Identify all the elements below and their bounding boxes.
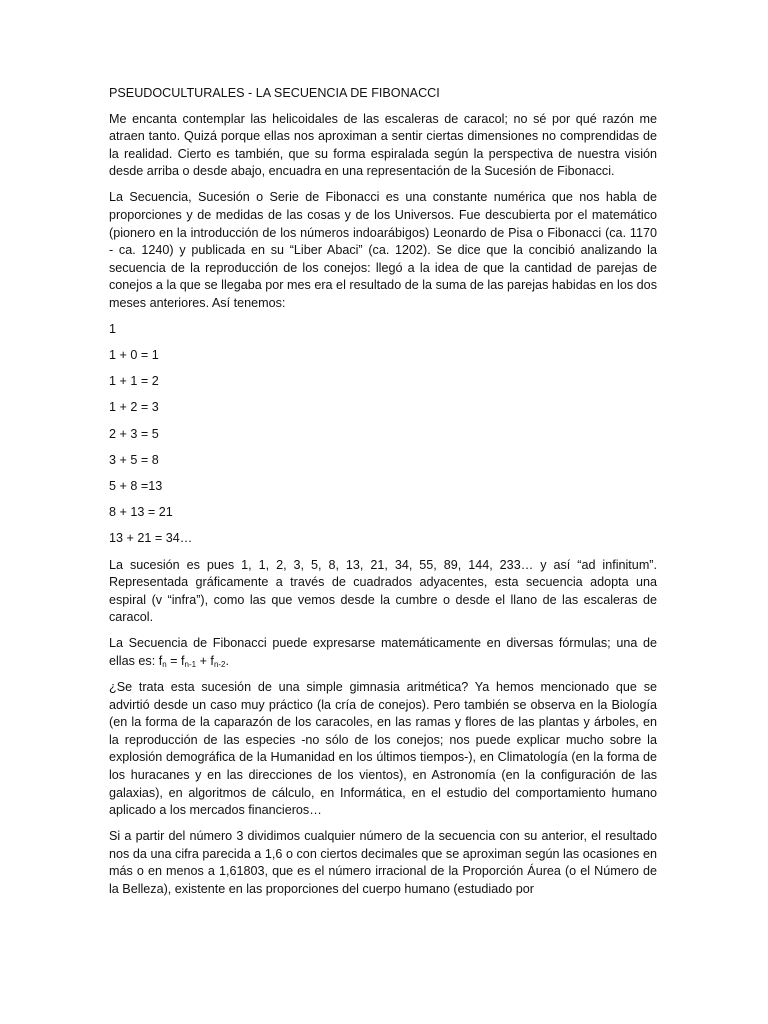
paragraph-golden-ratio: Si a partir del número 3 dividimos cualquier número de la secuencia con su anterior, el resultado nos da una cifra parecida a 1,6 o con ciertos decimales que se aproximan según las ocasiones en más o en menos a 1,61803, que es el número irracional de la Proporción Áurea (o el Número de la Belleza), existente en las proporciones del cuerpo humano (estudiado por: [109, 829, 657, 896]
paragraph-sequence-summary: La sucesión es pues 1, 1, 2, 3, 5, 8, 13, 21, 34, 55, 89, 144, 233… y así “ad infinitum”. Representada gráficamente a través de cuadrados adyacentes, esta secuencia adopta una espiral (v “infra”), como las que vemos desde la cumbre o desde el llano de las escaleras de caracol.: [109, 557, 657, 625]
formula-period: .: [225, 653, 229, 668]
sequence-line: 13 + 21 = 34…: [109, 531, 193, 546]
sequence-line: 1 + 1 = 2: [109, 374, 159, 389]
fibonacci-formula: [159, 654, 229, 668]
sequence-line: 3 + 5 = 8: [109, 452, 159, 467]
sequence-line: 2 + 3 = 5: [109, 426, 159, 441]
formula-sub-n-2: n-2: [213, 659, 226, 669]
document-title: PSEUDOCULTURALES - LA SECUENCIA DE FIBONACCI: [109, 86, 440, 100]
sequence-line: 1: [109, 321, 117, 336]
sequence-line: 1 + 0 = 1: [109, 348, 159, 363]
paragraph-formula: [109, 635, 657, 670]
sequence-line: 8 + 13 = 21: [109, 505, 173, 520]
paragraph-fibonacci-origin: La Secuencia, Sucesión o Serie de Fibonacci es una constante numérica que nos habla de proporciones y de medidas de las cosas y de los Universos. Fue descubierta por el matemático (pionero en la introducción de los números indoarábigos) Leonardo de Pisa o Fibonacci (ca. 1170 - ca. 1240) y publicada en su “Liber Abaci” (ca. 1202). Se dice que la concibió analizando la secuencia de la reproducción de los conejos: llegó a la idea de que la cantidad de parejas de conejos a la que se llegaba por mes era el resultado de la suma de las parejas habidas en los dos meses anteriores. Así tenemos:: [109, 190, 657, 310]
formula-f: f: [158, 653, 163, 668]
sequence-line: 5 + 8 =13: [109, 479, 163, 494]
sequence-line: 1 + 2 = 3: [109, 400, 159, 415]
formula-equals: = f: [166, 653, 185, 668]
formula-sub-n-1: n-1: [184, 659, 197, 669]
formula-intro-text: La Secuencia de Fibonacci puede expresarse matemáticamente en diversas fórmulas; una de ellas es:: [109, 636, 657, 668]
fibonacci-sequence-list: [109, 321, 657, 548]
formula-plus: + f: [196, 653, 214, 668]
paragraph-intro: Me encanta contemplar las helicoidales de las escaleras de caracol; no sé por qué razón me atraen tanto. Quizá porque ellas nos aproximan a sentir ciertas dimensiones no comprendidas de la realidad. Cierto es también, que su forma espiralada según la perspectiva de nuestra visión desde arriba o desde abajo, encuadra en una representación de la Sucesión de Fibonacci.: [109, 111, 657, 179]
document-page: [109, 85, 657, 907]
formula-sub-n: n: [162, 659, 167, 669]
paragraph-applications: ¿Se trata esta sucesión de una simple gimnasia aritmética? Ya hemos mencionado que se advirtió desde un caso muy práctico (la cría de conejos). Pero también se observa en la Biología (en la forma de la caparazón de los caracoles, en las ramas y flores de las plantas y árboles, en la reproducción de las especies -no sólo de los conejos; nos puede explicar mucho sobre la explosión demográfica de la Humanidad en los últimos tiempos-), en Climatología (en la forma de los huracanes y en las direcciones de los vientos), en Astronomía (en la configuración de las galaxias), en algoritmos de cálculo, en Informática, en el estudio del comportamiento humano aplicado a los mercados financieros…: [109, 679, 657, 818]
